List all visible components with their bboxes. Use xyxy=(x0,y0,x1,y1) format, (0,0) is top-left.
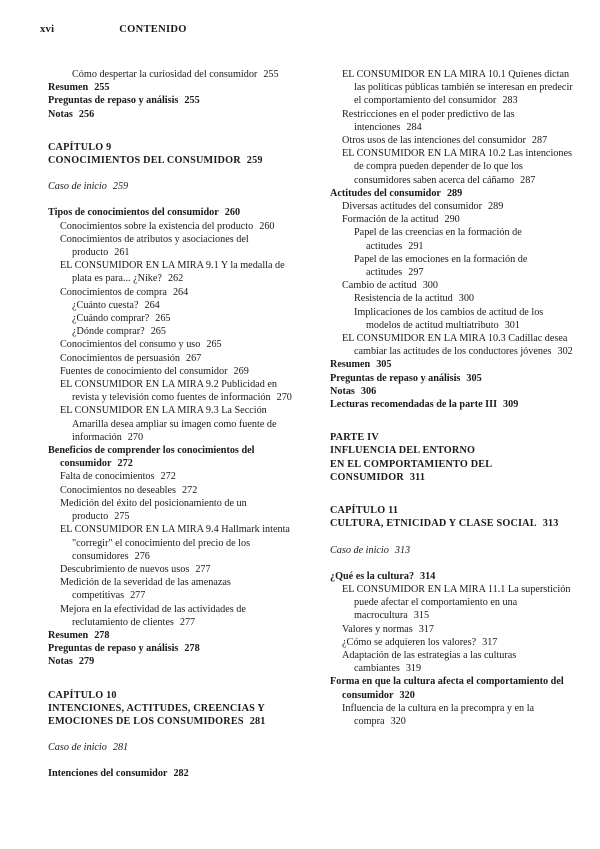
toc-page-number: 281 xyxy=(249,715,266,727)
toc-page-number: 314 xyxy=(420,570,436,582)
toc-entry-text: Lecturas recomendadas de la parte III xyxy=(330,399,498,411)
toc-entry[interactable] xyxy=(48,220,298,233)
toc-entry[interactable] xyxy=(48,259,298,285)
toc-chapter-heading[interactable] xyxy=(48,702,298,728)
toc-entry[interactable] xyxy=(48,299,298,312)
toc-entry-text: Resumen xyxy=(330,359,371,371)
toc-entry-text: INTENCIONES, ACTITUDES, CREENCIAS Y EMOCIONES DE LOS CONSUMIDORES xyxy=(48,702,265,727)
spacer xyxy=(48,121,298,141)
toc-entry[interactable] xyxy=(48,404,298,444)
spacer xyxy=(48,669,298,689)
toc-entry-text: Valores y normas xyxy=(342,623,413,635)
toc-entry-text: Adaptación de las estrategias a las culturas cambiantes xyxy=(342,649,517,675)
toc-entry-text: PARTE IV xyxy=(330,432,379,444)
toc-section-heading[interactable] xyxy=(330,675,580,701)
toc-page-number: 256 xyxy=(78,108,95,120)
toc-chapter-heading[interactable] xyxy=(48,141,298,154)
toc-entry[interactable] xyxy=(330,636,580,649)
toc-entry[interactable] xyxy=(330,649,580,675)
toc-entry-text: EL CONSUMIDOR EN LA MIRA 9.2 Publicidad en revista y televisión como fuentes de información xyxy=(60,379,277,404)
toc-entry-text: Conocimientos de persuasión xyxy=(60,352,180,364)
toc-page-number: 290 xyxy=(444,214,460,226)
toc-entry-text: Descubrimiento de nuevos usos xyxy=(60,563,190,575)
toc-page-number: 255 xyxy=(263,69,279,80)
toc-entry-text: Caso de inicio xyxy=(330,544,389,556)
toc-page-number: 260 xyxy=(224,207,241,219)
toc-section-heading[interactable] xyxy=(330,372,580,385)
toc-entry-text: Resistencia de la actitud xyxy=(354,293,453,305)
toc-page-number: 301 xyxy=(504,319,520,331)
toc-column-right xyxy=(330,68,580,728)
toc-page-number: 284 xyxy=(406,121,422,133)
toc-page-number: 267 xyxy=(185,352,202,364)
toc-entry[interactable] xyxy=(48,233,298,259)
toc-page-number: 272 xyxy=(117,458,133,470)
toc-entry-text: Influencia de la cultura en la precompra y en la compra xyxy=(342,702,535,727)
toc-entry-text: Preguntas de repaso y análisis xyxy=(330,372,461,384)
toc-section-heading[interactable] xyxy=(48,108,298,121)
toc-section-heading[interactable] xyxy=(48,444,298,470)
toc-entry-text: Forma en que la cultura afecta el comportamiento del consumidor xyxy=(330,676,564,701)
spacer xyxy=(48,728,298,741)
page-folio: xvi xyxy=(40,24,55,35)
toc-entry-text: Caso de inicio xyxy=(48,181,107,193)
toc-page-number: 317 xyxy=(482,636,498,648)
toc-entry-text: EL CONSUMIDOR EN LA MIRA 10.3 Cadillac desea cambiar las actitudes de los conductores jóvenes xyxy=(342,333,568,358)
toc-entry-text: Conocimientos del consumo y uso xyxy=(60,339,201,351)
toc-section-heading[interactable] xyxy=(48,629,298,642)
toc-entry-text: INFLUENCIA DEL ENTORNO xyxy=(330,445,476,457)
toc-entry[interactable] xyxy=(48,286,298,299)
toc-section-heading[interactable] xyxy=(48,642,298,655)
toc-entry[interactable] xyxy=(330,292,580,305)
toc-entry[interactable] xyxy=(48,603,298,629)
toc-page-number: 270 xyxy=(127,431,144,443)
toc-entry[interactable] xyxy=(48,563,298,576)
toc-section-heading[interactable] xyxy=(330,187,580,200)
toc-page-number: 255 xyxy=(94,82,110,94)
toc-entry-text: Falta de conocimientos xyxy=(60,471,155,483)
toc-entry-text: Preguntas de repaso y análisis xyxy=(48,643,179,655)
toc-page-number: 289 xyxy=(488,201,504,213)
toc-page-number: 255 xyxy=(184,95,200,107)
toc-entry[interactable] xyxy=(330,147,580,187)
toc-entry-text: EL CONSUMIDOR EN LA MIRA 9.3 La Sección Amarilla desea ampliar su imagen como fuente de información xyxy=(60,405,277,443)
toc-page-number: 300 xyxy=(458,293,475,305)
toc-page-number: 287 xyxy=(531,135,548,147)
toc-section-heading[interactable] xyxy=(48,655,298,668)
toc-opening-case[interactable] xyxy=(330,544,580,557)
toc-entry-text: Tipos de conocimientos del consumidor xyxy=(48,207,219,219)
toc-page-number: 278 xyxy=(184,643,200,655)
toc-entry-text: CULTURA, ETNICIDAD Y CLASE SOCIAL xyxy=(330,518,537,530)
toc-entry[interactable] xyxy=(48,497,298,523)
toc-page-number: 265 xyxy=(206,339,222,351)
toc-entry-text: Otros usos de las intenciones del consumidor xyxy=(342,135,526,147)
toc-page-number: 259 xyxy=(246,155,263,167)
toc-page-number: 277 xyxy=(130,590,146,602)
toc-entry[interactable] xyxy=(330,583,580,623)
toc-entry-text: ¿Dónde comprar? xyxy=(72,326,145,338)
toc-page-number: 277 xyxy=(195,563,211,575)
toc-page-number: 283 xyxy=(502,95,518,107)
toc-entry-text: Medición del éxito del posicionamiento de un producto xyxy=(60,497,247,523)
toc-page-number: 317 xyxy=(418,623,435,635)
toc-page-number: 305 xyxy=(376,359,392,371)
toc-entry-text: Papel de las emociones en la formación de actitudes xyxy=(354,253,528,279)
toc-entry[interactable] xyxy=(48,338,298,351)
toc-entry[interactable] xyxy=(330,68,580,108)
toc-page-number: 276 xyxy=(134,550,150,562)
toc-chapter-heading[interactable] xyxy=(48,154,298,167)
toc-page-number: 320 xyxy=(399,689,415,701)
toc-entry-text: CAPÍTULO 9 xyxy=(48,141,112,153)
toc-page-number: 272 xyxy=(182,484,198,496)
toc-page-number: 297 xyxy=(408,267,424,279)
toc-entry-text: ¿Cómo se adquieren los valores? xyxy=(342,636,477,648)
toc-entry-text: Beneficios de comprender los conocimientos del consumidor xyxy=(48,445,255,470)
running-title: CONTENIDO xyxy=(119,24,187,35)
toc-page-number: 287 xyxy=(520,174,536,186)
toc-entry[interactable] xyxy=(330,279,580,292)
toc-entry-text: Implicaciones de los cambios de actitud de los modelos de actitud multiatributo xyxy=(354,306,544,331)
toc-page-number: 313 xyxy=(394,544,411,556)
page-header xyxy=(40,24,187,35)
toc-entry-text: Actitudes del consumidor xyxy=(330,187,441,199)
toc-entry[interactable] xyxy=(330,226,580,252)
toc-page-number: 282 xyxy=(173,768,189,780)
toc-chapter-heading[interactable] xyxy=(330,517,580,530)
toc-entry[interactable] xyxy=(48,470,298,483)
toc-entry-text: Conocimientos de atributos y asociaciones del producto xyxy=(60,233,249,259)
toc-section-heading[interactable] xyxy=(330,570,580,583)
spacer xyxy=(330,484,580,504)
toc-page-number: 315 xyxy=(413,610,430,622)
toc-entry-text: CAPÍTULO 10 xyxy=(48,689,117,701)
toc-entry[interactable] xyxy=(330,623,580,636)
toc-entry[interactable] xyxy=(48,312,298,325)
toc-entry-text: Papel de las creencias en la formación de actitudes xyxy=(354,227,522,252)
toc-entry[interactable] xyxy=(330,332,580,358)
spacer xyxy=(330,557,580,570)
toc-page-number: 313 xyxy=(542,518,559,530)
toc-entry-text: Formación de la actitud xyxy=(342,214,439,226)
toc-section-heading[interactable] xyxy=(330,385,580,398)
toc-entry-text: EL CONSUMIDOR EN LA MIRA 9.4 Hallmark intenta "corregir" el conocimiento del precio de los consumidores xyxy=(60,524,290,562)
toc-entry[interactable] xyxy=(48,325,298,338)
spacer xyxy=(330,531,580,544)
toc-page-number: 281 xyxy=(112,742,129,754)
toc-page-number: 311 xyxy=(409,471,426,483)
toc-section-heading[interactable] xyxy=(48,81,298,94)
toc-entry-text: EL CONSUMIDOR EN LA MIRA 10.1 Quienes dictan las políticas públicas también se interesan en predecir el comportamiento del consumidor xyxy=(342,69,573,107)
toc-section-heading[interactable] xyxy=(330,358,580,371)
toc-entry-text: Resumen xyxy=(48,82,89,94)
toc-entry-text: Intenciones del consumidor xyxy=(48,768,168,780)
toc-page-number: 320 xyxy=(390,715,406,727)
toc-entry-text: EL CONSUMIDOR EN LA MIRA 10.2 Las intenciones de compra pueden depender de lo que los consumidores saben acerca del cáñamo xyxy=(342,148,572,186)
toc-entry-text: Fuentes de conocimiento del consumidor xyxy=(60,365,228,377)
toc-entry[interactable] xyxy=(330,134,580,147)
toc-opening-case[interactable] xyxy=(48,741,298,754)
toc-page-number: 265 xyxy=(150,326,166,338)
toc-entry[interactable] xyxy=(48,68,298,81)
toc-section-heading[interactable] xyxy=(48,767,298,780)
toc-entry-text: EN EL COMPORTAMIENTO DEL CONSUMIDOR xyxy=(330,458,492,483)
toc-chapter-heading[interactable] xyxy=(48,689,298,702)
toc-page-number: 259 xyxy=(112,181,129,193)
toc-entry[interactable] xyxy=(48,576,298,602)
toc-section-heading[interactable] xyxy=(330,398,580,411)
toc-entry[interactable] xyxy=(330,702,580,728)
toc-page-number: 270 xyxy=(276,392,292,404)
toc-entry-text: Resumen xyxy=(48,629,89,641)
toc-page-number: 260 xyxy=(259,220,275,232)
toc-entry-text: Cómo despertar la curiosidad del consumidor xyxy=(72,69,258,80)
toc-entry-text: Medición de la severidad de las amenazas competitivas xyxy=(60,577,231,602)
toc-entry[interactable] xyxy=(48,484,298,497)
toc-entry-text: Conocimientos no deseables xyxy=(60,484,177,496)
spacer xyxy=(48,167,298,180)
toc-entry-text: Caso de inicio xyxy=(48,742,107,754)
toc-entry-text: CONOCIMIENTOS DEL CONSUMIDOR xyxy=(48,155,241,167)
spacer xyxy=(48,754,298,767)
toc-entry-text: ¿Cuándo comprar? xyxy=(72,313,150,325)
spacer xyxy=(330,411,580,431)
toc-entry[interactable] xyxy=(330,213,580,226)
toc-page-number: 272 xyxy=(160,471,176,483)
toc-chapter-heading[interactable] xyxy=(330,444,580,457)
toc-page-number: 269 xyxy=(233,365,249,377)
toc-entry[interactable] xyxy=(330,200,580,213)
toc-entry[interactable] xyxy=(330,306,580,332)
toc-page-number: 275 xyxy=(114,511,130,523)
toc-entry-text: EL CONSUMIDOR EN LA MIRA 11.1 La superstición puede afectar el comportamiento en una macrocultura xyxy=(342,583,571,622)
toc-chapter-heading[interactable] xyxy=(330,504,580,517)
toc-chapter-heading[interactable] xyxy=(330,431,580,444)
toc-entry-text: Preguntas de repaso y análisis xyxy=(48,95,179,107)
toc-page-number: 262 xyxy=(167,273,184,285)
toc-entry-text: Restricciones en el poder predictivo de las intenciones xyxy=(342,108,515,133)
toc-page-number: 319 xyxy=(405,663,422,675)
toc-section-heading[interactable] xyxy=(48,206,298,219)
toc-entry[interactable] xyxy=(48,352,298,365)
toc-entry[interactable] xyxy=(330,253,580,279)
toc-entry-text: Notas xyxy=(48,656,73,668)
toc-page-number: 278 xyxy=(94,629,110,641)
toc-section-heading[interactable] xyxy=(48,94,298,107)
toc-entry-text: Conocimientos sobre la existencia del producto xyxy=(60,220,254,232)
toc-entry[interactable] xyxy=(48,365,298,378)
toc-entry-text: Cambio de actitud xyxy=(342,280,417,292)
toc-entry[interactable] xyxy=(330,108,580,134)
toc-entry-text: Conocimientos de compra xyxy=(60,286,167,298)
toc-entry[interactable] xyxy=(48,378,298,404)
toc-column-left xyxy=(48,68,298,781)
toc-entry-text: CAPÍTULO 11 xyxy=(330,505,399,517)
toc-entry-text: EL CONSUMIDOR EN LA MIRA 9.1 Y la medalla de plata es para... ¿Nike? xyxy=(60,260,285,285)
toc-entry-text: Diversas actitudes del consumidor xyxy=(342,201,483,213)
toc-page-number: 279 xyxy=(78,656,95,668)
spacer xyxy=(48,193,298,206)
toc-page-number: 289 xyxy=(446,187,463,199)
toc-page-number: 277 xyxy=(179,616,196,628)
toc-entry-text: ¿Qué es la cultura? xyxy=(330,570,415,582)
toc-page-number: 309 xyxy=(503,399,519,411)
toc-page-number: 305 xyxy=(466,372,482,384)
toc-chapter-heading[interactable] xyxy=(330,458,580,484)
toc-entry-text: ¿Cuánto cuesta? xyxy=(72,299,139,311)
toc-page-number: 264 xyxy=(144,299,160,311)
toc-entry-text: Notas xyxy=(330,385,355,397)
toc-page-number: 265 xyxy=(155,313,171,325)
toc-entry-text: Mejora en la efectividad de las actividades de reclutamiento de clientes xyxy=(60,603,246,628)
toc-page-number: 264 xyxy=(172,286,189,298)
toc-page-number: 261 xyxy=(114,247,130,259)
toc-page-number: 306 xyxy=(360,385,377,397)
toc-page-number: 302 xyxy=(557,346,573,358)
toc-opening-case[interactable] xyxy=(48,180,298,193)
toc-entry[interactable] xyxy=(48,523,298,563)
toc-entry-text: Notas xyxy=(48,108,73,120)
toc-page-number: 291 xyxy=(408,240,424,252)
toc-page-number: 300 xyxy=(422,280,438,292)
